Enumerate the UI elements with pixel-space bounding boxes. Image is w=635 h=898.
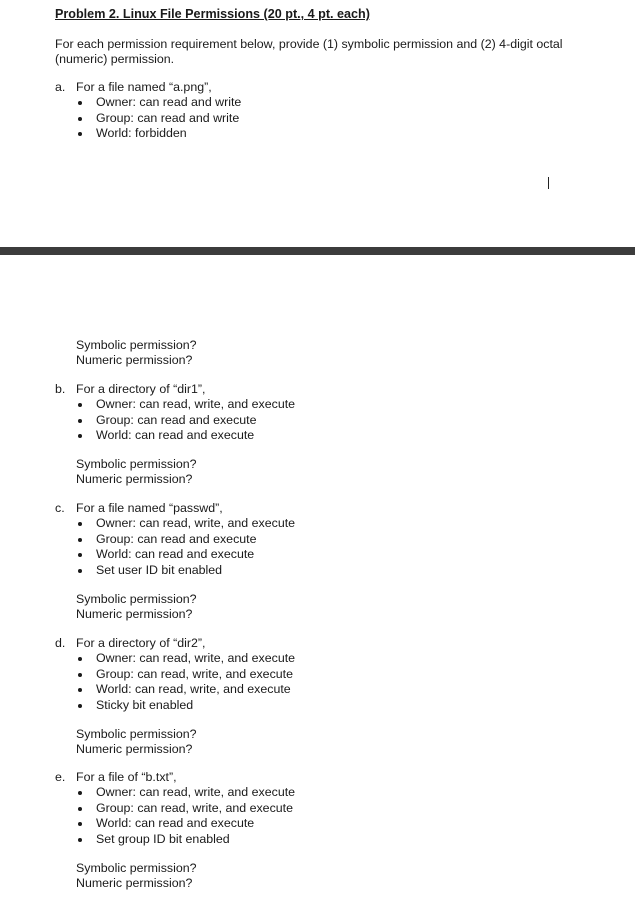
page-break-divider <box>0 247 635 255</box>
numeric-prompt: Numeric permission? <box>76 352 193 367</box>
symbolic-prompt: Symbolic permission? <box>76 457 197 471</box>
list-item: Set group ID bit enabled <box>75 832 295 847</box>
problem-letter: b. <box>55 382 66 396</box>
list-item: Owner: can read, write, and execute <box>75 785 295 800</box>
problem-letter: c. <box>55 501 65 515</box>
answer-prompts-c <box>76 592 197 622</box>
document-page-top <box>0 0 635 247</box>
numeric-prompt: Numeric permission? <box>76 471 193 486</box>
requirement-list <box>55 397 295 443</box>
requirement-list <box>55 516 295 578</box>
symbolic-prompt: Symbolic permission? <box>76 338 197 352</box>
problem-heading: For a file named “passwd”, <box>76 501 223 515</box>
list-item: Sticky bit enabled <box>75 698 295 713</box>
list-item: World: can read and execute <box>75 428 295 443</box>
symbolic-prompt: Symbolic permission? <box>76 861 197 875</box>
problem-d <box>55 636 295 713</box>
list-item: Owner: can read and write <box>75 95 241 110</box>
problem-heading: For a directory of “dir2”, <box>76 636 206 650</box>
list-item: Group: can read, write, and execute <box>75 667 295 682</box>
answer-prompts-a <box>76 338 197 368</box>
list-item: World: can read and execute <box>75 816 295 831</box>
problem-letter: a. <box>55 80 66 94</box>
text-cursor[interactable] <box>548 177 549 189</box>
requirement-list <box>55 651 295 713</box>
list-item: World: can read and execute <box>75 547 295 562</box>
problem-letter: d. <box>55 636 66 650</box>
numeric-prompt: Numeric permission? <box>76 875 193 890</box>
problem-c <box>55 501 295 578</box>
requirement-list <box>55 785 295 847</box>
page-title: Problem 2. Linux File Permissions (20 pt., 4 pt. each) <box>55 7 370 21</box>
list-item: Owner: can read, write, and execute <box>75 397 295 412</box>
symbolic-prompt: Symbolic permission? <box>76 592 197 606</box>
answer-prompts-b <box>76 457 197 487</box>
problem-heading: For a file of “b.txt”, <box>76 770 177 784</box>
requirement-list <box>55 95 241 141</box>
numeric-prompt: Numeric permission? <box>76 606 193 621</box>
answer-prompts-d <box>76 727 197 757</box>
problem-b <box>55 382 295 444</box>
intro-paragraph: For each permission requirement below, provide (1) symbolic permission and (2) 4-digit octal (numeric) permission. <box>55 37 563 66</box>
symbolic-prompt: Symbolic permission? <box>76 727 197 741</box>
list-item: Set user ID bit enabled <box>75 563 295 578</box>
numeric-prompt: Numeric permission? <box>76 741 193 756</box>
list-item: Owner: can read, write, and execute <box>75 651 295 666</box>
list-item: Owner: can read, write, and execute <box>75 516 295 531</box>
problem-heading: For a file named “a.png”, <box>76 80 212 94</box>
problem-heading: For a directory of “dir1”, <box>76 382 206 396</box>
answer-prompts-e <box>76 861 197 891</box>
problem-letter: e. <box>55 770 66 784</box>
list-item: World: can read, write, and execute <box>75 682 295 697</box>
document-page-bottom <box>0 255 635 898</box>
list-item: Group: can read and execute <box>75 413 295 428</box>
list-item: Group: can read and write <box>75 111 241 126</box>
list-item: World: forbidden <box>75 126 241 141</box>
list-item: Group: can read and execute <box>75 532 295 547</box>
problem-a <box>55 80 241 142</box>
list-item: Group: can read, write, and execute <box>75 801 295 816</box>
problem-e <box>55 770 295 847</box>
